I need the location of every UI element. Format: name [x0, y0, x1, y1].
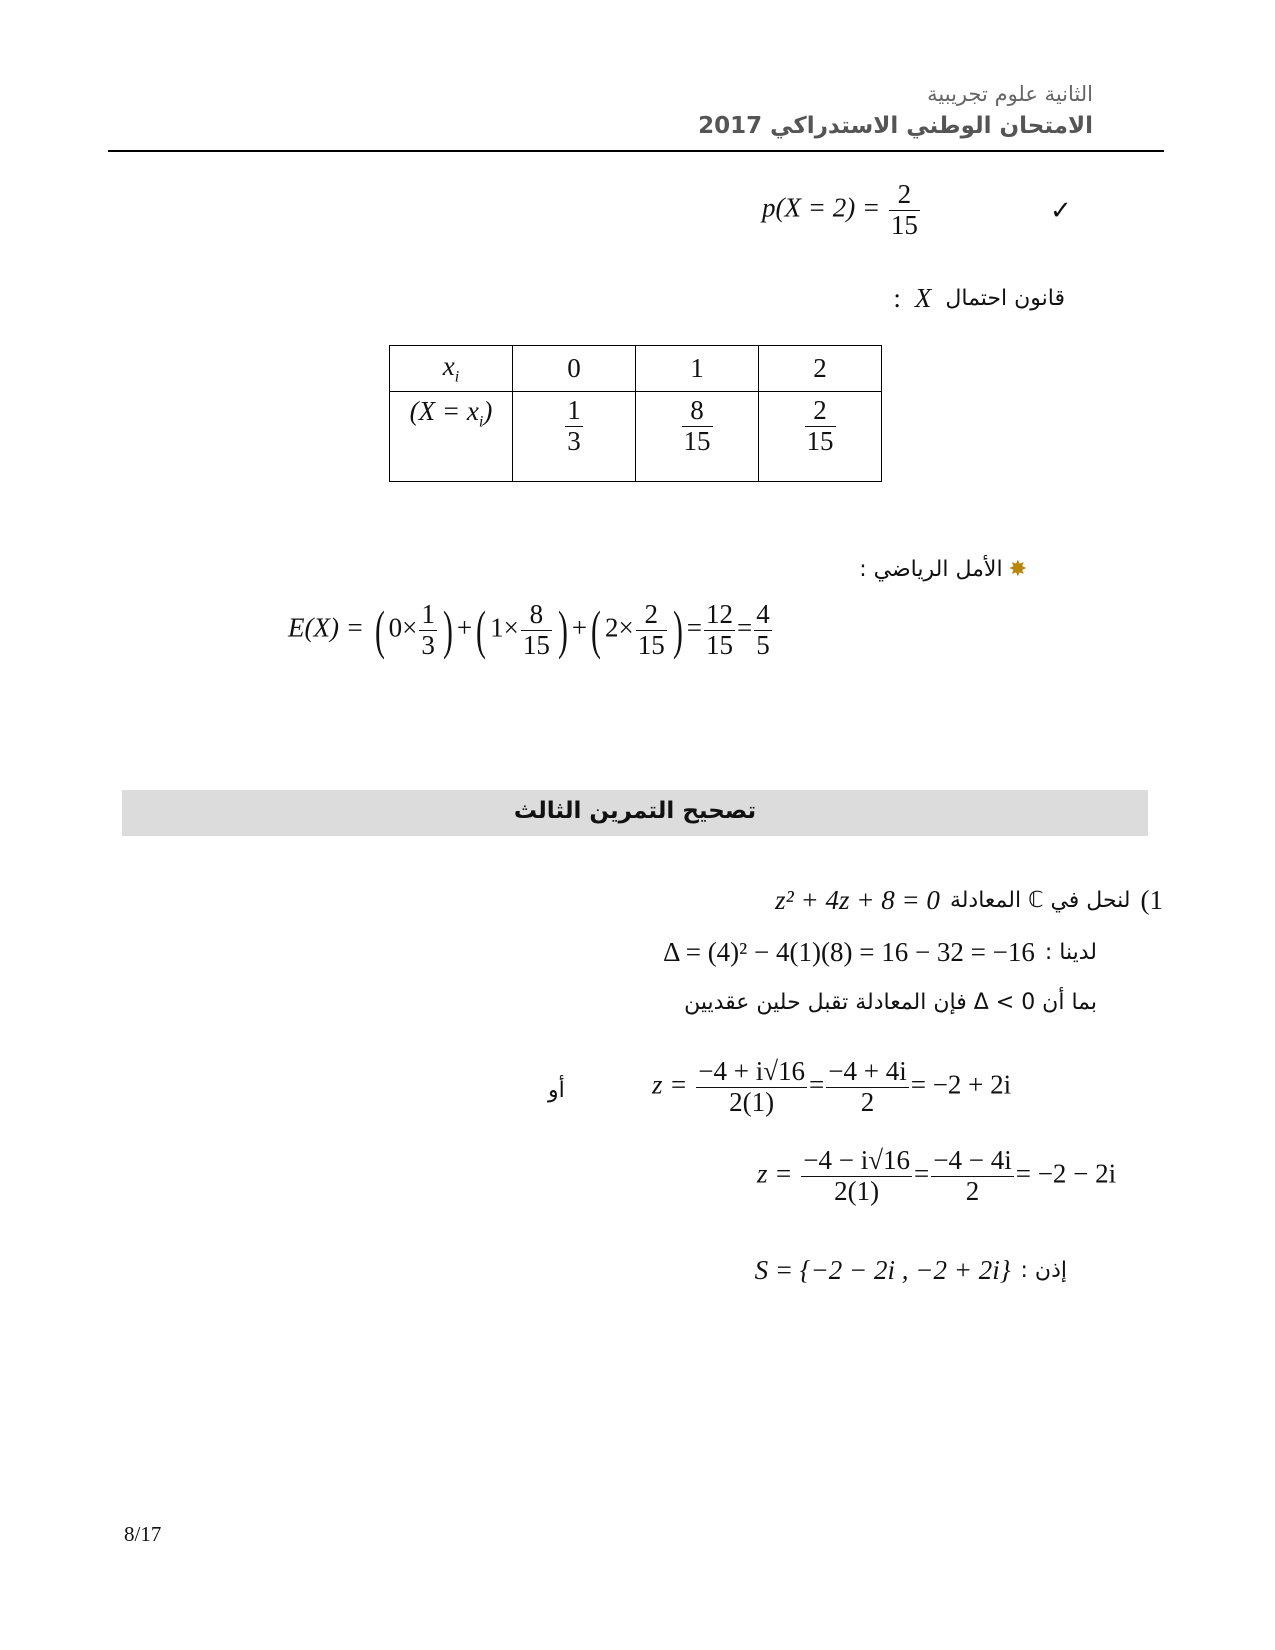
table-cell-prob: $\frac{2}{15}$	[759, 392, 882, 482]
law-colon: :	[893, 283, 901, 313]
item-number: 1)	[1140, 885, 1163, 915]
check-mark-icon: ✓	[1050, 196, 1072, 225]
prob-x2-formula	[762, 180, 922, 240]
header-title: الامتحان الوطني الاستدراكي 2017	[698, 113, 1093, 139]
prob-x2-den: 15	[890, 209, 918, 240]
prob-x2-num: 2	[889, 180, 920, 211]
expectation-lhs: E(X) =	[288, 612, 364, 643]
table-row-values	[390, 346, 882, 392]
table-cell-prob: $\frac{1}{3}$	[513, 392, 636, 482]
table-cell-value: 1	[636, 346, 759, 392]
prob-x2-lhs: p(X = 2) =	[762, 192, 881, 223]
expectation-heading	[859, 556, 1027, 582]
law-heading	[893, 283, 1065, 314]
star-bullet-icon: ✸	[1008, 556, 1027, 581]
discriminant-label: لدينا :	[1044, 940, 1097, 965]
distribution-table	[389, 345, 882, 482]
expectation-label: الأمل الرياضي :	[859, 556, 1003, 582]
conclusion-label: إذن :	[1020, 1258, 1067, 1283]
page-number: 8/17	[124, 1522, 162, 1546]
law-label: قانون احتمال	[945, 286, 1065, 311]
reason-text: بما أن Δ < 0 فإن المعادلة تقبل حلين عقديين	[684, 990, 1097, 1015]
prob-x2-fraction	[889, 180, 920, 240]
discriminant-formula: Δ = (4)² − 4(1)(8) = 16 − 32 = −16	[663, 937, 1035, 967]
table-row-probabilities	[390, 392, 882, 482]
exercise-item-1	[775, 885, 1163, 916]
table-header-prob: $(X = x_i)$	[390, 392, 513, 482]
or-word: أو	[548, 1078, 565, 1103]
table-cell-prob: $\frac{8}{15}$	[636, 392, 759, 482]
table-header-xi: $x_i$	[390, 346, 513, 392]
item-text: لنحل في ℂ المعادلة	[949, 888, 1131, 913]
expectation-formula: E(X) = ( 0× $\frac{1}{3}$ ) +( 1× $\frac{8}{15}$ ) +( 2× $\frac{2}{15}$ ) = $\frac{12}{15}$ = $\frac{4}{5}$	[288, 599, 770, 661]
solution-set: S = {−2 − 2i , −2 + 2i}	[754, 1255, 1011, 1285]
header-divider	[108, 150, 1164, 152]
table-cell-value: 2	[759, 346, 882, 392]
item-equation: z² + 4z + 8 = 0	[775, 885, 940, 915]
table-cell-value: 0	[513, 346, 636, 392]
solution-1: z = $\frac{-4 + i√16}{2(1)}$ = $\frac{-4 + 4i}{2}$ = −2 + 2i	[652, 1056, 1012, 1117]
header-subtitle: الثانية علوم تجريبية	[927, 82, 1093, 106]
law-variable: X	[914, 283, 932, 313]
section-title: تصحيح التمرين الثالث	[513, 798, 757, 824]
conclusion-line	[755, 1255, 1067, 1286]
solution-2: z = $\frac{-4 - i√16}{2(1)}$ = $\frac{-4 - 4i}{2}$ = −2 − 2i	[757, 1145, 1117, 1206]
discriminant-line	[663, 937, 1097, 968]
